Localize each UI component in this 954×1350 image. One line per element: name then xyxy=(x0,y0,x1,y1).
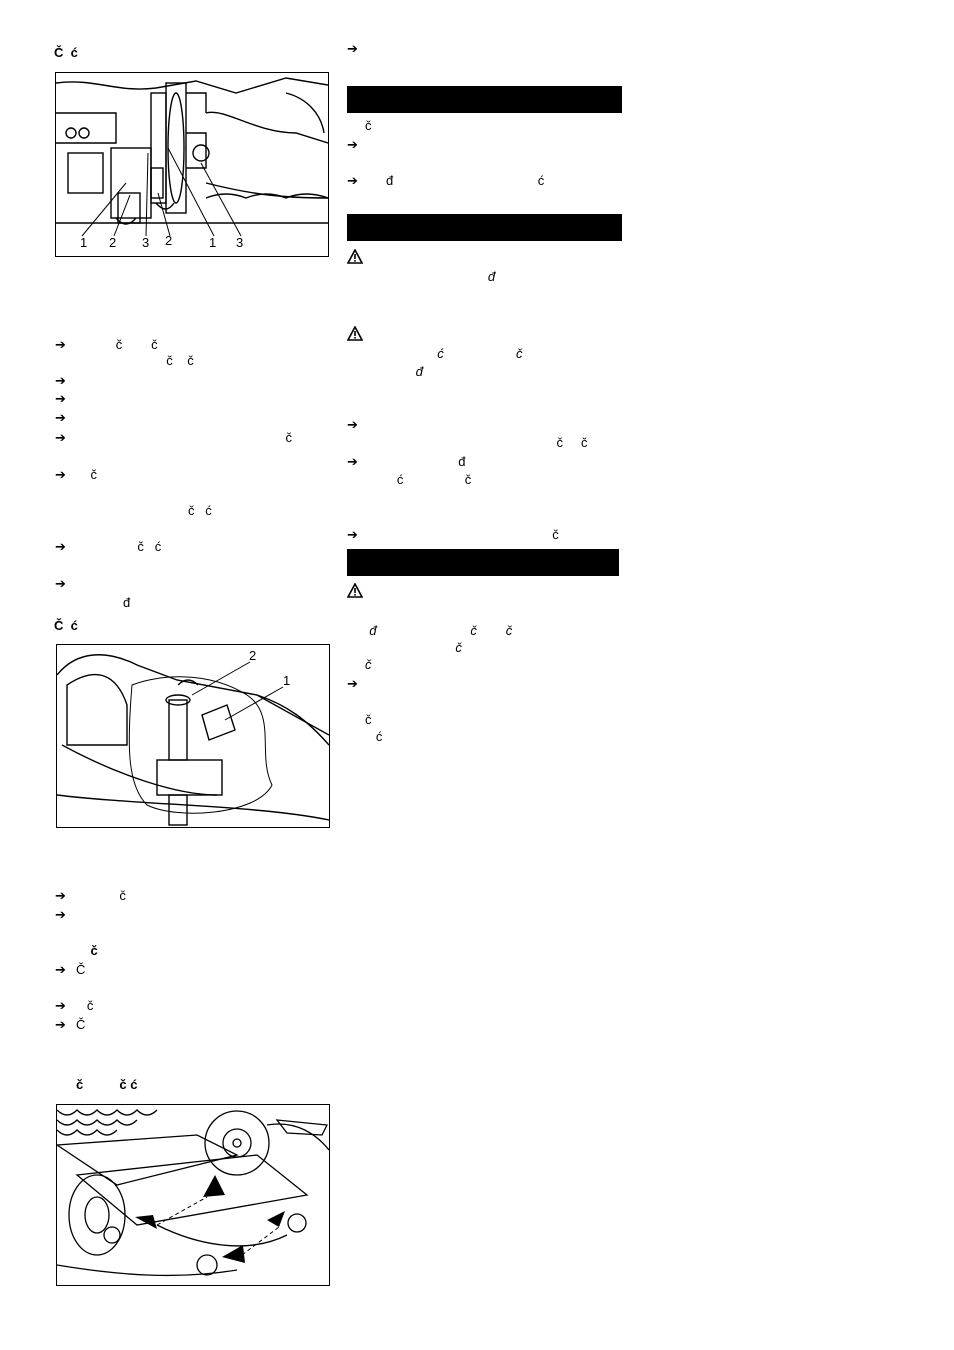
fig3-caption: č č ć xyxy=(76,1077,138,1092)
step-text: Č xyxy=(76,962,86,977)
callout-3b: 3 xyxy=(236,235,244,250)
section-header-bar-2 xyxy=(347,214,622,241)
step-arrow: ➔ xyxy=(55,373,66,388)
warning-text: đ xyxy=(347,269,496,284)
warning-text: đ xyxy=(347,364,423,379)
step-arrow: ➔ xyxy=(55,337,66,352)
step-arrow: ➔ xyxy=(55,888,66,903)
step-arrow: ➔ xyxy=(55,998,66,1013)
step-arrow: ➔ xyxy=(55,576,66,591)
warning-text: đ č č xyxy=(362,623,513,638)
fig1-caption: Č ć xyxy=(54,45,78,60)
warning-icon xyxy=(347,249,363,264)
step-arrow: ➔ xyxy=(347,173,358,188)
step-text: č xyxy=(76,888,126,903)
step-arrow: ➔ xyxy=(55,391,66,406)
step-arrow: ➔ xyxy=(55,962,66,977)
step-arrow: ➔ xyxy=(347,454,358,469)
step-arrow: ➔ xyxy=(347,676,358,691)
warning-icon xyxy=(347,583,363,598)
step-text: č xyxy=(76,943,98,958)
step-text: đ xyxy=(76,595,131,610)
step-text: č č xyxy=(76,353,194,368)
step-arrow: ➔ xyxy=(55,430,66,445)
figure-brush-assembly xyxy=(55,72,329,257)
callout-2: 2 xyxy=(109,235,117,250)
step-text: č č xyxy=(347,435,588,450)
callout-2: 2 xyxy=(249,648,257,663)
underside-drawing xyxy=(57,1105,329,1285)
callout-1: 1 xyxy=(283,673,291,688)
warning-text: ć č xyxy=(347,346,523,361)
step-text: č xyxy=(76,430,292,445)
step-text: č č xyxy=(76,337,158,352)
step-arrow: ➔ xyxy=(55,410,66,425)
step-text: č xyxy=(347,712,372,727)
callout-1: 1 xyxy=(80,235,88,250)
figure-underside xyxy=(56,1104,330,1286)
warning-icon xyxy=(347,326,363,341)
step-text: č ć xyxy=(76,539,162,554)
step-text: č ć xyxy=(76,503,212,518)
step-arrow: ➔ xyxy=(347,41,358,56)
callout-1b: 1 xyxy=(209,235,217,250)
section-header-bar-3 xyxy=(347,549,619,576)
step-text: č xyxy=(347,118,372,133)
step-arrow: ➔ xyxy=(55,539,66,554)
section-header-bar-1 xyxy=(347,86,622,113)
callout-2b: 2 xyxy=(165,233,173,248)
fig2-caption: Č ć xyxy=(54,618,78,633)
step-text: đ xyxy=(368,454,466,469)
step-text: č xyxy=(368,527,559,542)
callout-3: 3 xyxy=(142,235,150,250)
step-text: č xyxy=(76,467,97,482)
step-arrow: ➔ xyxy=(55,1017,66,1032)
step-arrow: ➔ xyxy=(347,417,358,432)
figure-water-valve xyxy=(56,644,330,828)
step-text: č xyxy=(76,998,94,1013)
step-text: Č xyxy=(76,1017,86,1032)
step-text: ć č xyxy=(368,472,472,487)
step-arrow: ➔ xyxy=(347,527,358,542)
brush-assembly-drawing xyxy=(56,73,328,256)
warning-text: č xyxy=(347,640,462,655)
step-arrow: ➔ xyxy=(55,907,66,922)
step-arrow: ➔ xyxy=(55,467,66,482)
step-arrow: ➔ xyxy=(347,137,358,152)
warning-text: č xyxy=(347,657,372,672)
step-text: ć xyxy=(347,729,383,744)
step-text: đ ć xyxy=(368,173,545,188)
